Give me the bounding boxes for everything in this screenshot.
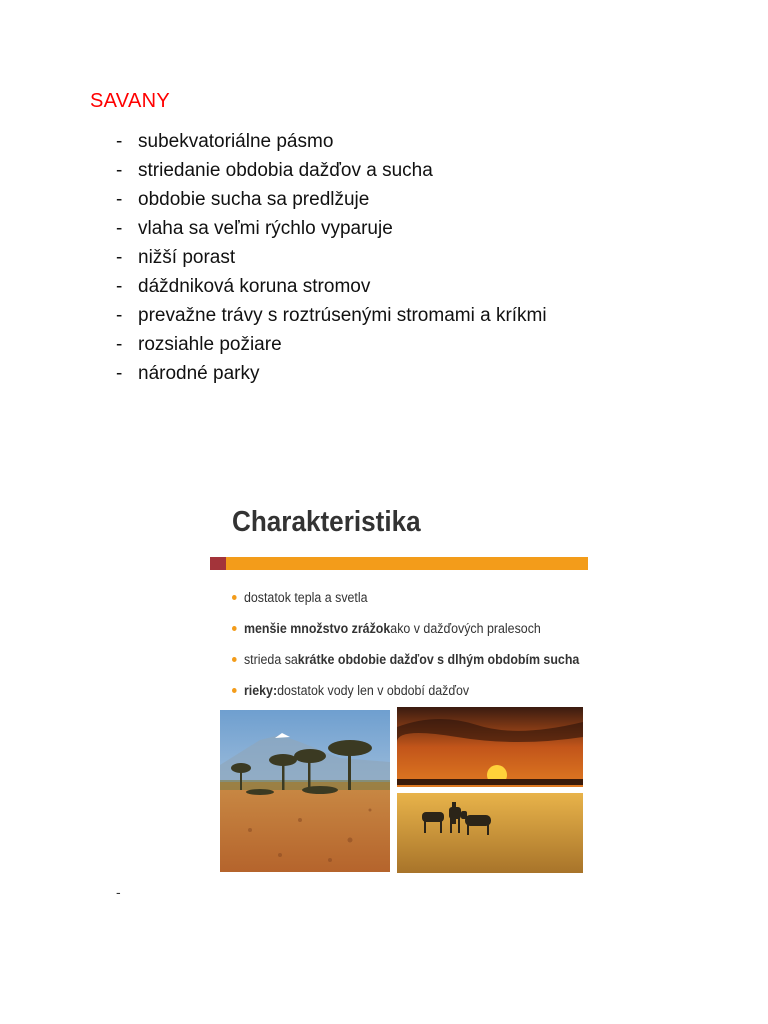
list-dash: -: [116, 304, 123, 326]
bullet-list: [116, 127, 547, 388]
list-item: [116, 214, 547, 243]
savanna-landscape-illustration: [220, 710, 390, 872]
trailing-dash: -: [116, 884, 121, 900]
list-item: [116, 359, 547, 388]
slide-title-bar-accent: [210, 557, 226, 570]
list-item: [116, 301, 547, 330]
list-item-text: vlaha sa veľmi rýchlo vyparuje: [138, 217, 393, 239]
sunset-zebras-illustration: [397, 707, 583, 873]
list-item-text: nižší porast: [138, 246, 236, 268]
list-item-text: dáždniková koruna stromov: [138, 275, 371, 297]
slide-title: Charakteristika: [232, 506, 421, 538]
list-dash: -: [116, 246, 123, 268]
list-item: [116, 330, 547, 359]
list-item-text: striedanie obdobia dažďov a sucha: [138, 159, 433, 181]
list-item-text: obdobie sucha sa predlžuje: [138, 188, 370, 210]
list-item-text: národné parky: [138, 362, 260, 384]
bullet-dot-icon: [232, 657, 237, 662]
list-dash: -: [116, 275, 123, 297]
sunset-zebras-photo: [397, 707, 583, 873]
slide-bullet: rieky: dostatok vody len v období dažďov: [232, 675, 579, 706]
list-dash: -: [116, 362, 123, 384]
slide-bullet: dostatok tepla a svetla: [232, 582, 579, 613]
section-heading: SAVANY: [90, 90, 170, 112]
list-dash: -: [116, 159, 123, 181]
list-item: [116, 243, 547, 272]
list-dash: -: [116, 217, 123, 239]
slide-bullet: strieda sa krátke obdobie dažďov s dlhým obdobím sucha: [232, 644, 579, 675]
embedded-slide-image: [210, 462, 590, 874]
slide-bullet-list: [232, 582, 610, 706]
list-item: [116, 127, 547, 156]
list-dash: -: [116, 333, 123, 355]
savanna-landscape-photo: [220, 710, 390, 872]
bullet-dot-icon: [232, 688, 237, 693]
bullet-dot-icon: [232, 626, 237, 631]
bullet-dot-icon: [232, 595, 237, 600]
list-item-text: subekvatoriálne pásmo: [138, 130, 334, 152]
list-item-text: rozsiahle požiare: [138, 333, 282, 355]
list-item-text: prevažne trávy s roztrúsenými stromami a kríkmi: [138, 304, 547, 326]
list-dash: -: [116, 188, 123, 210]
slide-bullet: menšie množstvo zrážok ako v dažďových pralesoch: [232, 613, 579, 644]
list-dash: -: [116, 130, 123, 152]
list-item: [116, 185, 547, 214]
list-item: [116, 272, 547, 301]
list-item: [116, 156, 547, 185]
slide-title-bar: [210, 557, 588, 570]
